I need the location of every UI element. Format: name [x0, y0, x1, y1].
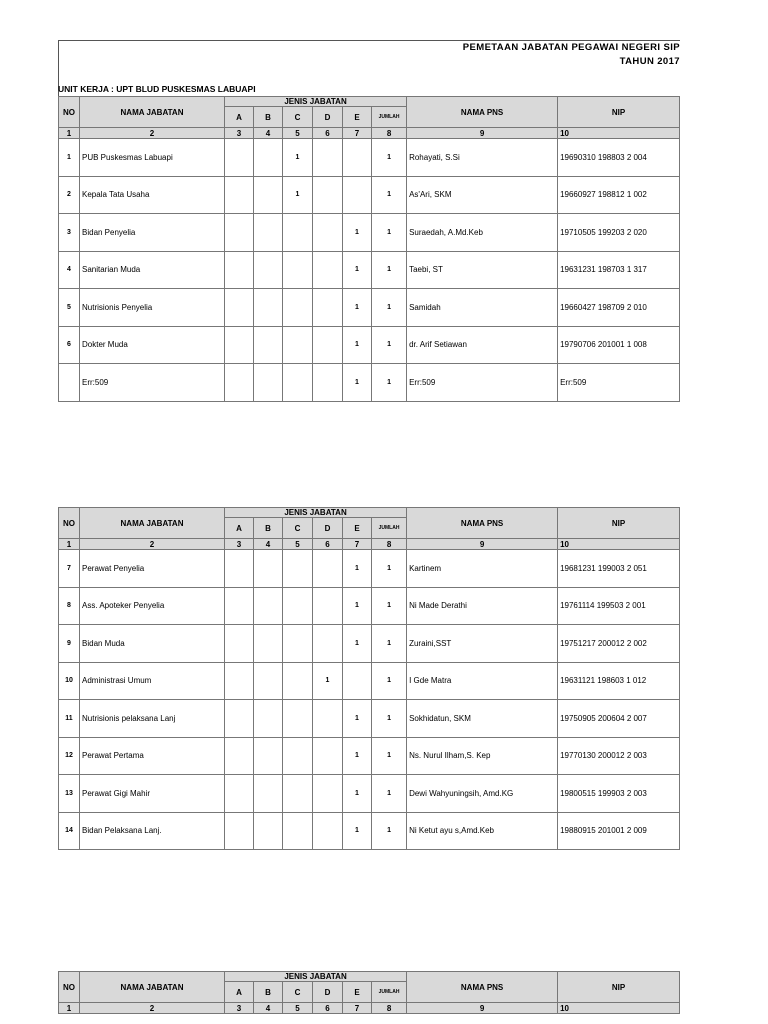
document-title: PEMETAAN JABATAN PEGAWAI NEGERI SIP: [462, 42, 680, 53]
header-nama-pns: NAMA PNS: [407, 97, 558, 128]
column-number: 10: [558, 128, 680, 139]
row-no: 6: [59, 326, 80, 364]
header-jumlah: JUMLAH: [372, 982, 407, 1003]
column-number: 4: [254, 128, 283, 139]
row-nip: 19631231 198703 1 317: [558, 251, 680, 289]
row-no: 7: [59, 550, 80, 588]
row-no: 11: [59, 700, 80, 738]
jabatan-table-2: [58, 507, 680, 850]
row-e: 1: [343, 214, 372, 252]
row-b: [254, 775, 283, 813]
row-jumlah: 1: [372, 587, 407, 625]
row-jumlah: 1: [372, 289, 407, 327]
row-d: [313, 326, 343, 364]
header-b: B: [254, 107, 283, 128]
table-row: [59, 251, 680, 289]
row-c: [283, 289, 313, 327]
row-nama-jabatan: Bidan Pelaksana Lanj.: [80, 812, 225, 850]
column-number: 8: [372, 1003, 407, 1014]
header-jenis-jabatan: JENIS JABATAN: [225, 508, 407, 518]
row-e: 1: [343, 326, 372, 364]
row-d: [313, 214, 343, 252]
row-d: [313, 139, 343, 177]
column-number: 9: [407, 128, 558, 139]
row-nama-jabatan: Administrasi Umum: [80, 662, 225, 700]
row-b: [254, 625, 283, 663]
row-b: [254, 214, 283, 252]
header-d: D: [313, 107, 343, 128]
column-number: 2: [80, 128, 225, 139]
row-a: [225, 251, 254, 289]
column-number: 10: [558, 539, 680, 550]
row-b: [254, 251, 283, 289]
row-no: 13: [59, 775, 80, 813]
header-c: C: [283, 107, 313, 128]
row-nip: Err:509: [558, 364, 680, 402]
row-nama-pns: I Gde Matra: [407, 662, 558, 700]
table-row: [59, 214, 680, 252]
row-jumlah: 1: [372, 364, 407, 402]
header-nama-jabatan: NAMA JABATAN: [80, 972, 225, 1003]
row-e: 1: [343, 550, 372, 588]
row-jumlah: 1: [372, 550, 407, 588]
row-b: [254, 550, 283, 588]
row-nama-pns: Sokhidatun, SKM: [407, 700, 558, 738]
row-a: [225, 214, 254, 252]
row-b: [254, 326, 283, 364]
row-d: [313, 289, 343, 327]
row-jumlah: 1: [372, 214, 407, 252]
header-nama-pns: NAMA PNS: [407, 508, 558, 539]
header-nip: NIP: [558, 508, 680, 539]
header-b: B: [254, 518, 283, 539]
row-nama-pns: Ns. Nurul Ilham,S. Kep: [407, 737, 558, 775]
row-d: [313, 625, 343, 663]
header-c: C: [283, 518, 313, 539]
row-c: [283, 587, 313, 625]
row-c: [283, 214, 313, 252]
row-nama-jabatan: Ass. Apoteker Penyelia: [80, 587, 225, 625]
column-number: 5: [283, 1003, 313, 1014]
column-number: 6: [313, 539, 343, 550]
row-b: [254, 176, 283, 214]
column-number: 4: [254, 539, 283, 550]
table-row: [59, 812, 680, 850]
header-nip: NIP: [558, 97, 680, 128]
top-border: [58, 40, 680, 41]
row-nama-jabatan: Perawat Gigi Mahir: [80, 775, 225, 813]
row-no: 12: [59, 737, 80, 775]
row-e: 1: [343, 289, 372, 327]
row-nama-pns: Rohayati, S.Si: [407, 139, 558, 177]
row-nama-jabatan: Dokter Muda: [80, 326, 225, 364]
row-a: [225, 550, 254, 588]
row-e: 1: [343, 700, 372, 738]
row-a: [225, 326, 254, 364]
row-e: 1: [343, 737, 372, 775]
header-e: E: [343, 107, 372, 128]
row-c: [283, 700, 313, 738]
row-e: 1: [343, 587, 372, 625]
row-d: [313, 587, 343, 625]
column-number: 3: [225, 1003, 254, 1014]
row-e: [343, 139, 372, 177]
column-number: 3: [225, 539, 254, 550]
row-no: 5: [59, 289, 80, 327]
row-nama-pns: Taebi, ST: [407, 251, 558, 289]
row-jumlah: 1: [372, 812, 407, 850]
column-number: 1: [59, 128, 80, 139]
row-nama-jabatan: Perawat Penyelia: [80, 550, 225, 588]
row-e: [343, 662, 372, 700]
column-number: 9: [407, 1003, 558, 1014]
row-nama-pns: Dewi Wahyuningsih, Amd.KG: [407, 775, 558, 813]
row-jumlah: 1: [372, 625, 407, 663]
column-number: 6: [313, 128, 343, 139]
row-no: 2: [59, 176, 80, 214]
header-d: D: [313, 982, 343, 1003]
row-a: [225, 662, 254, 700]
table-row: [59, 326, 680, 364]
row-b: [254, 139, 283, 177]
row-no: 4: [59, 251, 80, 289]
row-nama-pns: Suraedah, A.Md.Keb: [407, 214, 558, 252]
row-a: [225, 775, 254, 813]
jabatan-table-1: [58, 96, 680, 402]
row-nip: 19710505 199203 2 020: [558, 214, 680, 252]
column-number: 10: [558, 1003, 680, 1014]
column-number: 2: [80, 1003, 225, 1014]
row-c: [283, 625, 313, 663]
row-d: [313, 364, 343, 402]
row-a: [225, 700, 254, 738]
row-no: 14: [59, 812, 80, 850]
row-nip: 19761114 199503 2 001: [558, 587, 680, 625]
row-b: [254, 812, 283, 850]
table-row: [59, 662, 680, 700]
column-number: 7: [343, 1003, 372, 1014]
row-d: [313, 176, 343, 214]
row-jumlah: 1: [372, 662, 407, 700]
table-row: [59, 364, 680, 402]
row-c: [283, 251, 313, 289]
column-number: 8: [372, 128, 407, 139]
row-c: [283, 326, 313, 364]
row-nip: 19770130 200012 2 003: [558, 737, 680, 775]
row-a: [225, 289, 254, 327]
column-number: 6: [313, 1003, 343, 1014]
row-no: 1: [59, 139, 80, 177]
header-b: B: [254, 982, 283, 1003]
unit-kerja-label: UNIT KERJA : UPT BLUD PUSKESMAS LABUAPI: [58, 84, 256, 94]
header-c: C: [283, 982, 313, 1003]
row-jumlah: 1: [372, 326, 407, 364]
column-number: 4: [254, 1003, 283, 1014]
row-nip: 19681231 199003 2 051: [558, 550, 680, 588]
row-nama-jabatan: Perawat Pertama: [80, 737, 225, 775]
row-b: [254, 700, 283, 738]
row-b: [254, 364, 283, 402]
row-b: [254, 662, 283, 700]
column-number: 3: [225, 128, 254, 139]
row-c: [283, 662, 313, 700]
row-nip: 19631121 198603 1 012: [558, 662, 680, 700]
row-nip: 19660427 198709 2 010: [558, 289, 680, 327]
row-nama-jabatan: Sanitarian Muda: [80, 251, 225, 289]
header-e: E: [343, 982, 372, 1003]
row-b: [254, 587, 283, 625]
row-c: [283, 812, 313, 850]
column-number: 7: [343, 539, 372, 550]
row-b: [254, 737, 283, 775]
column-number: 5: [283, 128, 313, 139]
row-nama-jabatan: Bidan Penyelia: [80, 214, 225, 252]
row-a: [225, 812, 254, 850]
row-c: [283, 550, 313, 588]
table-row: [59, 775, 680, 813]
column-number: 5: [283, 539, 313, 550]
row-nama-pns: Ni Made Derathi: [407, 587, 558, 625]
row-d: [313, 775, 343, 813]
header-a: A: [225, 518, 254, 539]
row-nip: 19800515 199903 2 003: [558, 775, 680, 813]
row-nip: 19790706 201001 1 008: [558, 326, 680, 364]
column-number: 2: [80, 539, 225, 550]
row-nama-jabatan: Err:509: [80, 364, 225, 402]
row-d: 1: [313, 662, 343, 700]
row-e: 1: [343, 251, 372, 289]
row-nip: 19751217 200012 2 002: [558, 625, 680, 663]
row-e: 1: [343, 812, 372, 850]
row-nip: 19750905 200604 2 007: [558, 700, 680, 738]
row-b: [254, 289, 283, 327]
row-jumlah: 1: [372, 251, 407, 289]
row-nip: 19880915 201001 2 009: [558, 812, 680, 850]
row-a: [225, 364, 254, 402]
row-no: 9: [59, 625, 80, 663]
row-d: [313, 251, 343, 289]
table-row: [59, 550, 680, 588]
row-nama-pns: Samidah: [407, 289, 558, 327]
row-e: [343, 176, 372, 214]
row-nama-jabatan: Kepala Tata Usaha: [80, 176, 225, 214]
row-nama-jabatan: Bidan Muda: [80, 625, 225, 663]
header-jumlah: JUMLAH: [372, 518, 407, 539]
header-d: D: [313, 518, 343, 539]
jabatan-table-3: [58, 971, 680, 1014]
row-nama-pns: As'Ari, SKM: [407, 176, 558, 214]
row-jumlah: 1: [372, 737, 407, 775]
row-a: [225, 737, 254, 775]
row-e: 1: [343, 364, 372, 402]
row-nama-pns: Kartinem: [407, 550, 558, 588]
row-a: [225, 176, 254, 214]
row-jumlah: 1: [372, 700, 407, 738]
row-no: 8: [59, 587, 80, 625]
column-number: 8: [372, 539, 407, 550]
row-nip: 19660927 198812 1 002: [558, 176, 680, 214]
row-no: 10: [59, 662, 80, 700]
column-number: 1: [59, 539, 80, 550]
header-jumlah: JUMLAH: [372, 107, 407, 128]
row-c: [283, 775, 313, 813]
table-row: [59, 737, 680, 775]
row-no: 3: [59, 214, 80, 252]
header-no: NO: [59, 508, 80, 539]
row-nama-pns: dr. Arif Setiawan: [407, 326, 558, 364]
header-e: E: [343, 518, 372, 539]
row-e: 1: [343, 625, 372, 663]
row-d: [313, 700, 343, 738]
row-d: [313, 737, 343, 775]
row-c: 1: [283, 139, 313, 177]
header-nama-jabatan: NAMA JABATAN: [80, 508, 225, 539]
header-nip: NIP: [558, 972, 680, 1003]
row-a: [225, 587, 254, 625]
header-no: NO: [59, 97, 80, 128]
row-d: [313, 550, 343, 588]
column-number: 9: [407, 539, 558, 550]
row-nama-jabatan: PUB Puskesmas Labuapi: [80, 139, 225, 177]
column-number: 7: [343, 128, 372, 139]
document-year: TAHUN 2017: [619, 56, 680, 67]
header-a: A: [225, 982, 254, 1003]
row-c: 1: [283, 176, 313, 214]
row-a: [225, 139, 254, 177]
row-nama-pns: Ni Ketut ayu s,Amd.Keb: [407, 812, 558, 850]
row-nama-pns: Zuraini,SST: [407, 625, 558, 663]
header-no: NO: [59, 972, 80, 1003]
table-row: [59, 176, 680, 214]
table-row: [59, 587, 680, 625]
table-row: [59, 625, 680, 663]
table-row: [59, 139, 680, 177]
row-nip: 19690310 198803 2 004: [558, 139, 680, 177]
header-nama-pns: NAMA PNS: [407, 972, 558, 1003]
header-jenis-jabatan: JENIS JABATAN: [225, 97, 407, 107]
header-a: A: [225, 107, 254, 128]
table-row: [59, 700, 680, 738]
row-nama-jabatan: Nutrisionis Penyelia: [80, 289, 225, 327]
header-jenis-jabatan: JENIS JABATAN: [225, 972, 407, 982]
row-jumlah: 1: [372, 139, 407, 177]
row-no: [59, 364, 80, 402]
row-jumlah: 1: [372, 775, 407, 813]
table-row: [59, 289, 680, 327]
row-nama-jabatan: Nutrisionis pelaksana Lanj: [80, 700, 225, 738]
row-a: [225, 625, 254, 663]
row-d: [313, 812, 343, 850]
row-c: [283, 737, 313, 775]
row-nama-pns: Err:509: [407, 364, 558, 402]
row-c: [283, 364, 313, 402]
header-nama-jabatan: NAMA JABATAN: [80, 97, 225, 128]
column-number: 1: [59, 1003, 80, 1014]
row-jumlah: 1: [372, 176, 407, 214]
row-e: 1: [343, 775, 372, 813]
